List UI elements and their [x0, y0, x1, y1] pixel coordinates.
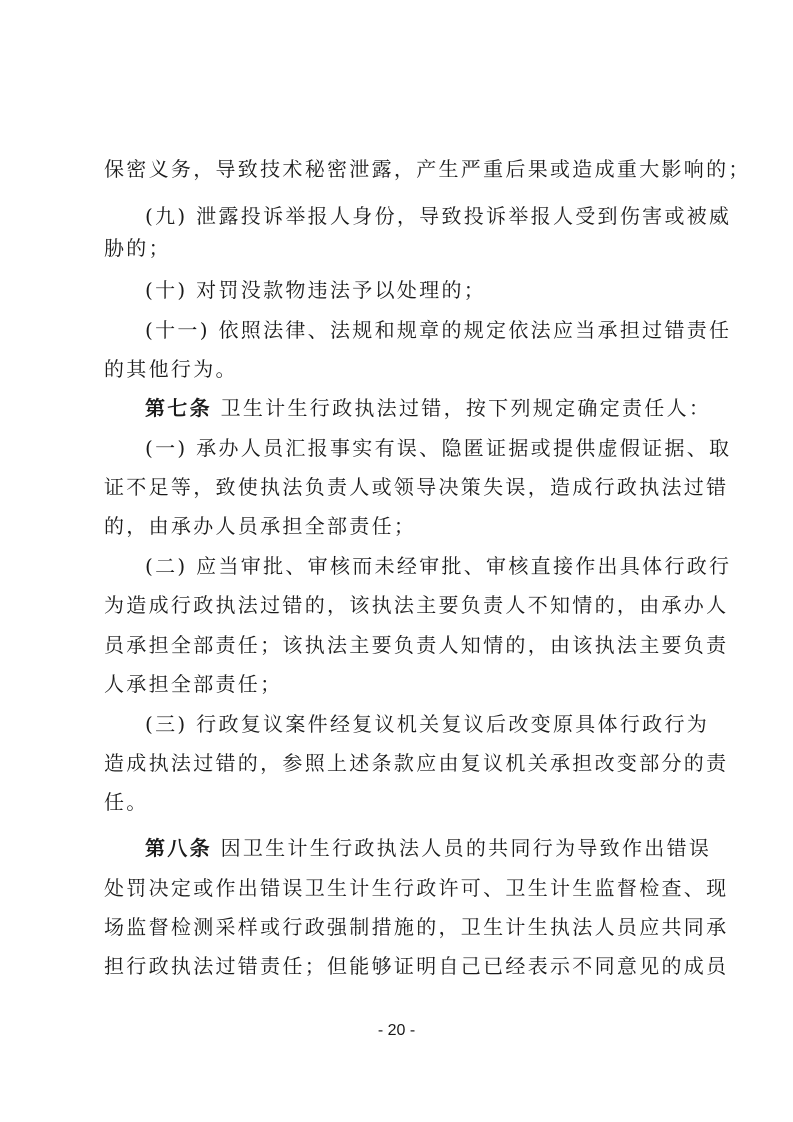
text-line: 造成执法过错的，参照上述条款应由复议机关承担改变部分的责 — [104, 751, 729, 775]
text-line: 保密义务，导致技术秘密泄露，产生严重后果或造成重大影响的； — [104, 157, 751, 181]
text-line: 为造成行政执法过错的，该执法主要负责人不知情的，由承办人 — [104, 593, 729, 617]
text-line: (一) 承办人员汇报事实有误、隐匿证据或提供虚假证据、取 — [145, 436, 732, 460]
article-7-line — [145, 396, 711, 420]
page-number: - 20 - — [377, 1022, 416, 1039]
article-7-text: 卫生计生行政执法过错，按下列规定确定责任人： — [220, 396, 712, 420]
text-line: 场监督检测采样或行政强制措施的，卫生计生执法人员应共同承 — [104, 915, 729, 939]
text-line: 处罚决定或作出错误卫生计生行政许可、卫生计生监督检查、现 — [104, 876, 729, 900]
article-8-heading: 第八条 — [145, 836, 212, 860]
text-line: 任。 — [104, 790, 149, 814]
text-line: (九) 泄露投诉举报人身份，导致投诉举报人受到伤害或被威 — [145, 204, 732, 228]
article-8-text: 因卫生计生行政执法人员的共同行为导致作出错误 — [220, 836, 712, 860]
text-line: (三) 行政复议案件经复议机关复议后改变原具体行政行为 — [145, 712, 710, 736]
article-7-heading: 第七条 — [145, 396, 212, 420]
text-line: (十) 对罚没款物违法予以处理的； — [145, 278, 487, 302]
text-line: 证不足等，致使执法负责人或领导决策失误，造成行政执法过错 — [104, 475, 729, 499]
article-8-line — [145, 836, 711, 860]
text-line: 的其他行为。 — [104, 357, 238, 381]
text-line: 员承担全部责任；该执法主要负责人知情的，由该执法主要负责 — [104, 633, 729, 657]
text-line: (十一) 依照法律、法规和规章的规定依法应当承担过错责任 — [145, 318, 732, 342]
text-line: 的，由承办人员承担全部责任； — [104, 514, 417, 538]
text-line: (二) 应当审批、审核而未经审批、审核直接作出具体行政行 — [145, 554, 732, 578]
text-line: 人承担全部责任； — [104, 672, 283, 696]
text-line: 担行政执法过错责任；但能够证明自己已经表示不同意见的成员 — [104, 954, 729, 978]
text-line: 胁的； — [104, 236, 171, 260]
